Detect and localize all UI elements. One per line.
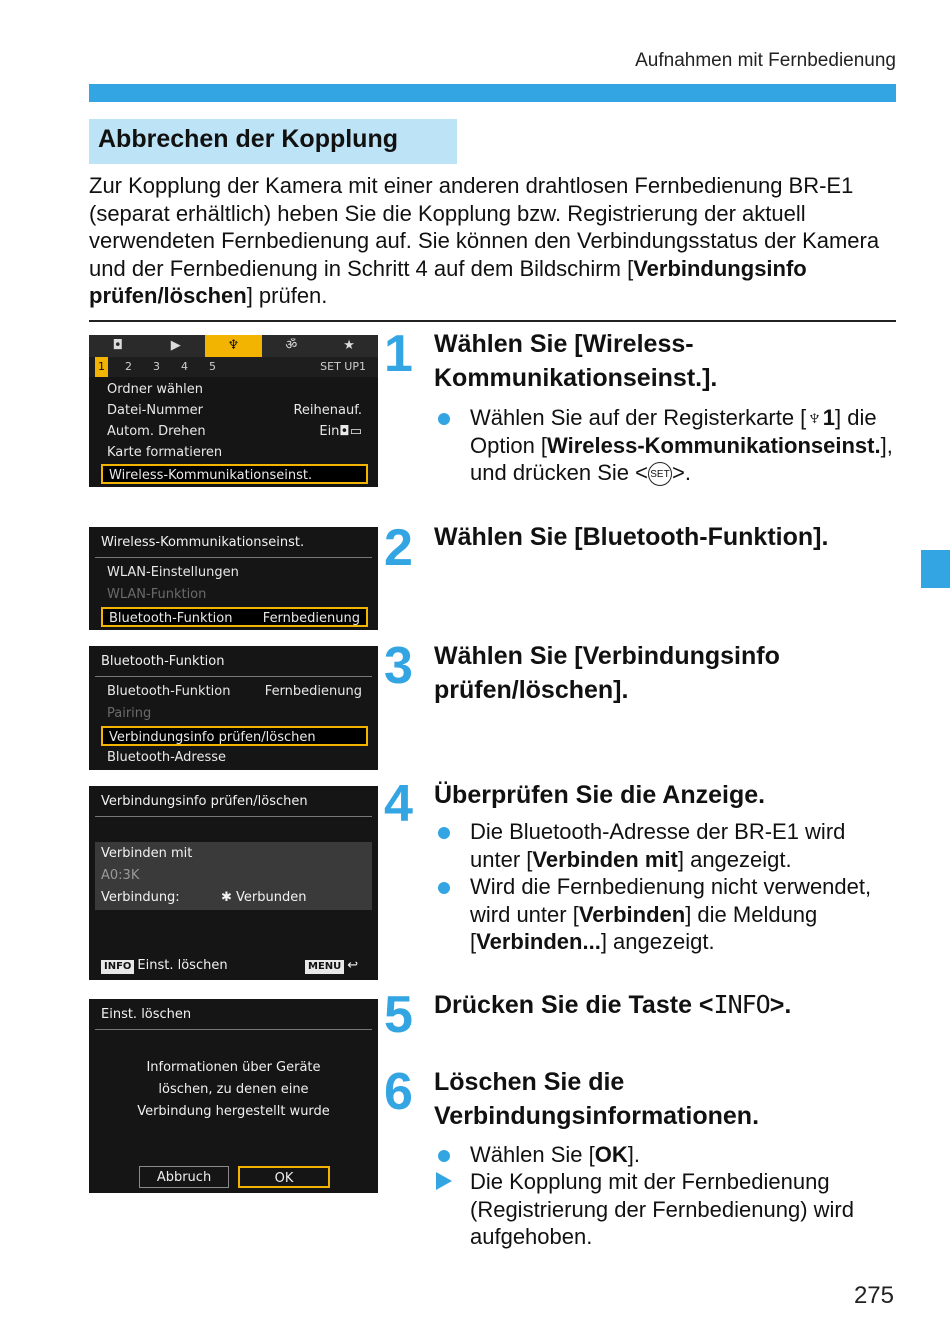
- menu-row-selected: Wireless-Kommunikationseinst.: [101, 464, 368, 484]
- screen-title: Bluetooth-Funktion: [101, 654, 225, 669]
- step-result: Die Kopplung mit der Fernbedienung (Registrierung der Fernbedienung) wird aufgehoben.: [470, 1168, 900, 1251]
- menu-button-icon: MENU: [305, 960, 344, 974]
- step-bullet: Wählen Sie auf der Registerkarte [♆1] die Option [Wireless-Kommunikationseinst.], und drücken Sie < SET >.: [470, 404, 900, 487]
- screen-divider: [95, 676, 372, 677]
- screenshot-wireless-settings: [89, 527, 378, 630]
- menu-row-selected: Verbindungsinfo prüfen/löschen: [101, 726, 368, 746]
- screen-divider: [95, 1029, 372, 1030]
- subtab-4: 4: [181, 360, 188, 373]
- bullet-dot-icon: [438, 1150, 450, 1162]
- ok-button: OK: [238, 1166, 330, 1188]
- step-number: 5: [384, 986, 413, 1044]
- info-delete-hint: INFO Einst. löschen: [101, 958, 228, 974]
- step-heading: Überprüfen Sie die Anzeige.: [434, 781, 766, 809]
- intro-paragraph: Zur Kopplung der Kamera mit einer anderen drahtlosen Fernbedienung BR-E1 (separat erhältlich) heben Sie die Kopplung bzw. Registrierung der aktuell verwendeten Fernbedienung auf. Sie können den Verbindungsstatus der Kamera und der Fernbedienung in Schritt 4 auf dem Bildschirm [Verbindungsinfo prüfen/löschen] prüfen.: [89, 173, 880, 308]
- screen-divider: [95, 816, 372, 817]
- running-head: Aufnahmen mit Fernbedienung: [635, 50, 896, 71]
- device-address: A0:3K: [101, 868, 140, 883]
- screenshot-delete-settings: [89, 999, 378, 1193]
- screenshot-bluetooth-function: [89, 646, 378, 770]
- bluetooth-icon: ✱: [221, 890, 232, 905]
- screen-divider: [95, 557, 372, 558]
- playback-tab-icon: ▶: [170, 338, 181, 353]
- mymenu-tab-icon: ★: [343, 338, 355, 353]
- custom-tab-icon: ॐ: [285, 338, 298, 353]
- menu-row: Autom. Drehen Ein◘▭: [107, 424, 362, 439]
- step-number: 1: [384, 325, 413, 383]
- step-heading: Löschen Sie die Verbindungsinformationen.: [434, 1068, 760, 1130]
- screen-title: Wireless-Kommunikationseinst.: [101, 535, 305, 550]
- chapter-tab: [921, 550, 950, 588]
- shoot-tab-icon: ◘: [112, 338, 124, 353]
- connection-status: ✱ Verbunden: [221, 890, 307, 905]
- step-number: 3: [384, 637, 413, 695]
- connection-status-label: Verbindung:: [101, 890, 180, 905]
- subtab-label: SET UP1: [320, 360, 366, 373]
- menu-row: WLAN-Einstellungen: [107, 565, 239, 580]
- screenshot-setup-menu: [89, 335, 378, 487]
- bullet-dot-icon: [438, 827, 450, 839]
- step-heading: Wählen Sie [Wireless-Kommunikationseinst.].: [434, 330, 718, 392]
- menu-row: Karte formatieren: [107, 445, 223, 460]
- subtab-2: 2: [125, 360, 132, 373]
- screenshot-connection-info: [89, 786, 378, 980]
- cancel-button: Abbruch: [139, 1166, 229, 1188]
- subtab-5: 5: [209, 360, 216, 373]
- divider: [89, 320, 896, 322]
- connect-with-label: Verbinden mit: [101, 846, 193, 861]
- step-heading: Drücken Sie die Taste <INFO>.: [434, 990, 792, 1019]
- step-number: 4: [384, 775, 413, 833]
- menu-row: Datei-Nummer Reihenauf.: [107, 403, 362, 418]
- section-title: Abbrechen der Kopplung: [98, 125, 398, 153]
- back-icon: ↩: [347, 958, 359, 973]
- bullet-dot-icon: [438, 882, 450, 894]
- result-arrow-icon: [436, 1172, 452, 1190]
- step-bullet: Wählen Sie [OK].: [470, 1141, 900, 1169]
- menu-back-hint: [305, 958, 358, 974]
- page-number: 275: [853, 1282, 894, 1309]
- info-button-icon: INFO: [101, 960, 134, 974]
- step-bullet: Wird die Fernbedienung nicht verwendet, wird unter [Verbinden] die Meldung [Verbinden...] angezeigt.: [470, 873, 900, 956]
- menu-subtabs: [89, 357, 378, 377]
- dialog-message-line: Verbindung hergestellt wurde: [137, 1104, 330, 1119]
- menu-tabstrip: [89, 335, 378, 357]
- menu-row-disabled: WLAN-Funktion: [107, 587, 207, 602]
- set-button-icon: SET: [648, 462, 672, 486]
- step-heading: Wählen Sie [Verbindungsinfo prüfen/löschen].: [434, 642, 780, 704]
- screen-title: Verbindungsinfo prüfen/löschen: [101, 794, 308, 809]
- step-heading: Wählen Sie [Bluetooth-Funktion].: [434, 523, 829, 551]
- dialog-message-line: löschen, zu denen eine: [158, 1082, 309, 1097]
- menu-row: Bluetooth-Funktion Fernbedienung: [107, 684, 362, 699]
- info-button-label: INFO: [713, 990, 770, 1019]
- setup-tab-icon: ♆: [205, 335, 263, 357]
- step-number: 2: [384, 519, 413, 577]
- menu-row-disabled: Pairing: [107, 706, 152, 721]
- menu-row: Bluetooth-Adresse: [107, 750, 227, 765]
- dialog-message-line: Informationen über Geräte: [146, 1060, 321, 1075]
- bullet-dot-icon: [438, 413, 450, 425]
- screen-title: Einst. löschen: [101, 1007, 192, 1022]
- subtab-3: 3: [153, 360, 160, 373]
- menu-row-selected: Bluetooth-Funktion Fernbedienung: [101, 607, 368, 627]
- step-number: 6: [384, 1063, 413, 1121]
- menu-row: Ordner wählen: [107, 382, 204, 397]
- top-bar: [89, 84, 896, 102]
- subtab-1: 1: [95, 357, 108, 377]
- step-bullet: Die Bluetooth-Adresse der BR-E1 wird unter [Verbinden mit] angezeigt.: [470, 818, 900, 873]
